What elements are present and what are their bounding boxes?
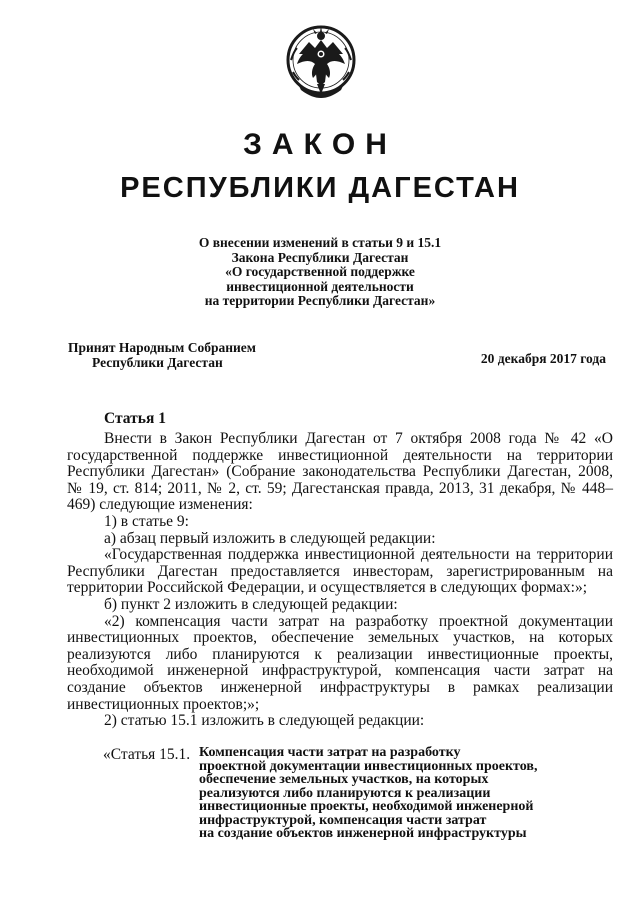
heading-line: проектной документации инвестиционных проектов,	[199, 758, 538, 774]
article-paragraph: 2) статью 15.1 изложить в следующей редакции:	[104, 712, 425, 730]
quoted-article-label: «Статья 15.1.	[103, 746, 191, 763]
heading-line: инфраструктурой, компенсация части затрат	[199, 812, 487, 828]
article-title: Статья 1	[104, 410, 166, 427]
subject-line: на территории Республики Дагестан»	[204, 293, 436, 308]
republic-title: РЕСПУБЛИКИ ДАГЕСТАН	[120, 172, 520, 204]
quoted-article-heading	[199, 746, 599, 841]
article-paragraph: Внести в Закон Республики Дагестан от 7 октября 2008 года № 42 «О государственной поддержке инвестиционной деятельности на территории Республики Дагестан» (Собрание законодательства Республики Дагестан, 2008, № 19, ст. 814; 2011, № 2, ст. 59; Дагестанская правда, 2013, 31 декабря, № 448–469) следующие изменения:	[67, 430, 613, 514]
subject-line: «О государственной поддержке	[225, 264, 415, 279]
article-body	[67, 431, 613, 730]
article-paragraph: а) абзац первый изложить в следующей редакции:	[104, 529, 436, 547]
article-paragraph: б) пункт 2 изложить в следующей редакции:	[104, 595, 398, 613]
subject-line: Закона Республики Дагестан	[231, 249, 409, 265]
heading-line: реализуются либо планируются к реализации	[199, 785, 491, 801]
adoption-line-2: Республики Дагестан	[92, 355, 223, 370]
adoption-date: 20 декабря 2017 года	[480, 351, 606, 366]
article-paragraph: «Государственная поддержка инвестиционной деятельности на территории Республики Дагестан предоставляется инвесторам, зарегистрированным на территории Российской Федерации, и осуществляется в следующих формах:»;	[67, 546, 613, 597]
article-paragraph: «2) компенсация части затрат на разработку проектной документации инвестиционных проектов, обеспечение земельных участков, на которых реализуются либо планируются к реализации инвестиционные проекты, необходимой инженерной инфраструктурой, компенсация части затрат на создание объектов инженерной инфраструктуры в рамках реализации инвестиционных проектов;»;	[67, 612, 613, 713]
adoption-line-1: Принят Народным Собранием	[68, 340, 256, 355]
heading-line: Компенсация части затрат на разработку	[199, 745, 461, 760]
heading-line: на создание объектов инженерной инфраструктуры	[199, 826, 527, 841]
law-subject	[0, 236, 640, 309]
heading-line: инвестиционные проекты, необходимой инженерной	[199, 799, 534, 814]
heading-line: обеспечение земельных участков, на которых	[199, 772, 489, 787]
law-title: ЗАКОН	[243, 128, 397, 161]
coat-of-arms-eagle-icon	[285, 16, 357, 108]
subject-line: О внесении изменений в статьи 9 и 15.1	[198, 235, 442, 250]
article-paragraph: 1) в статье 9:	[104, 512, 189, 530]
subject-line: инвестиционной деятельности	[226, 278, 414, 294]
